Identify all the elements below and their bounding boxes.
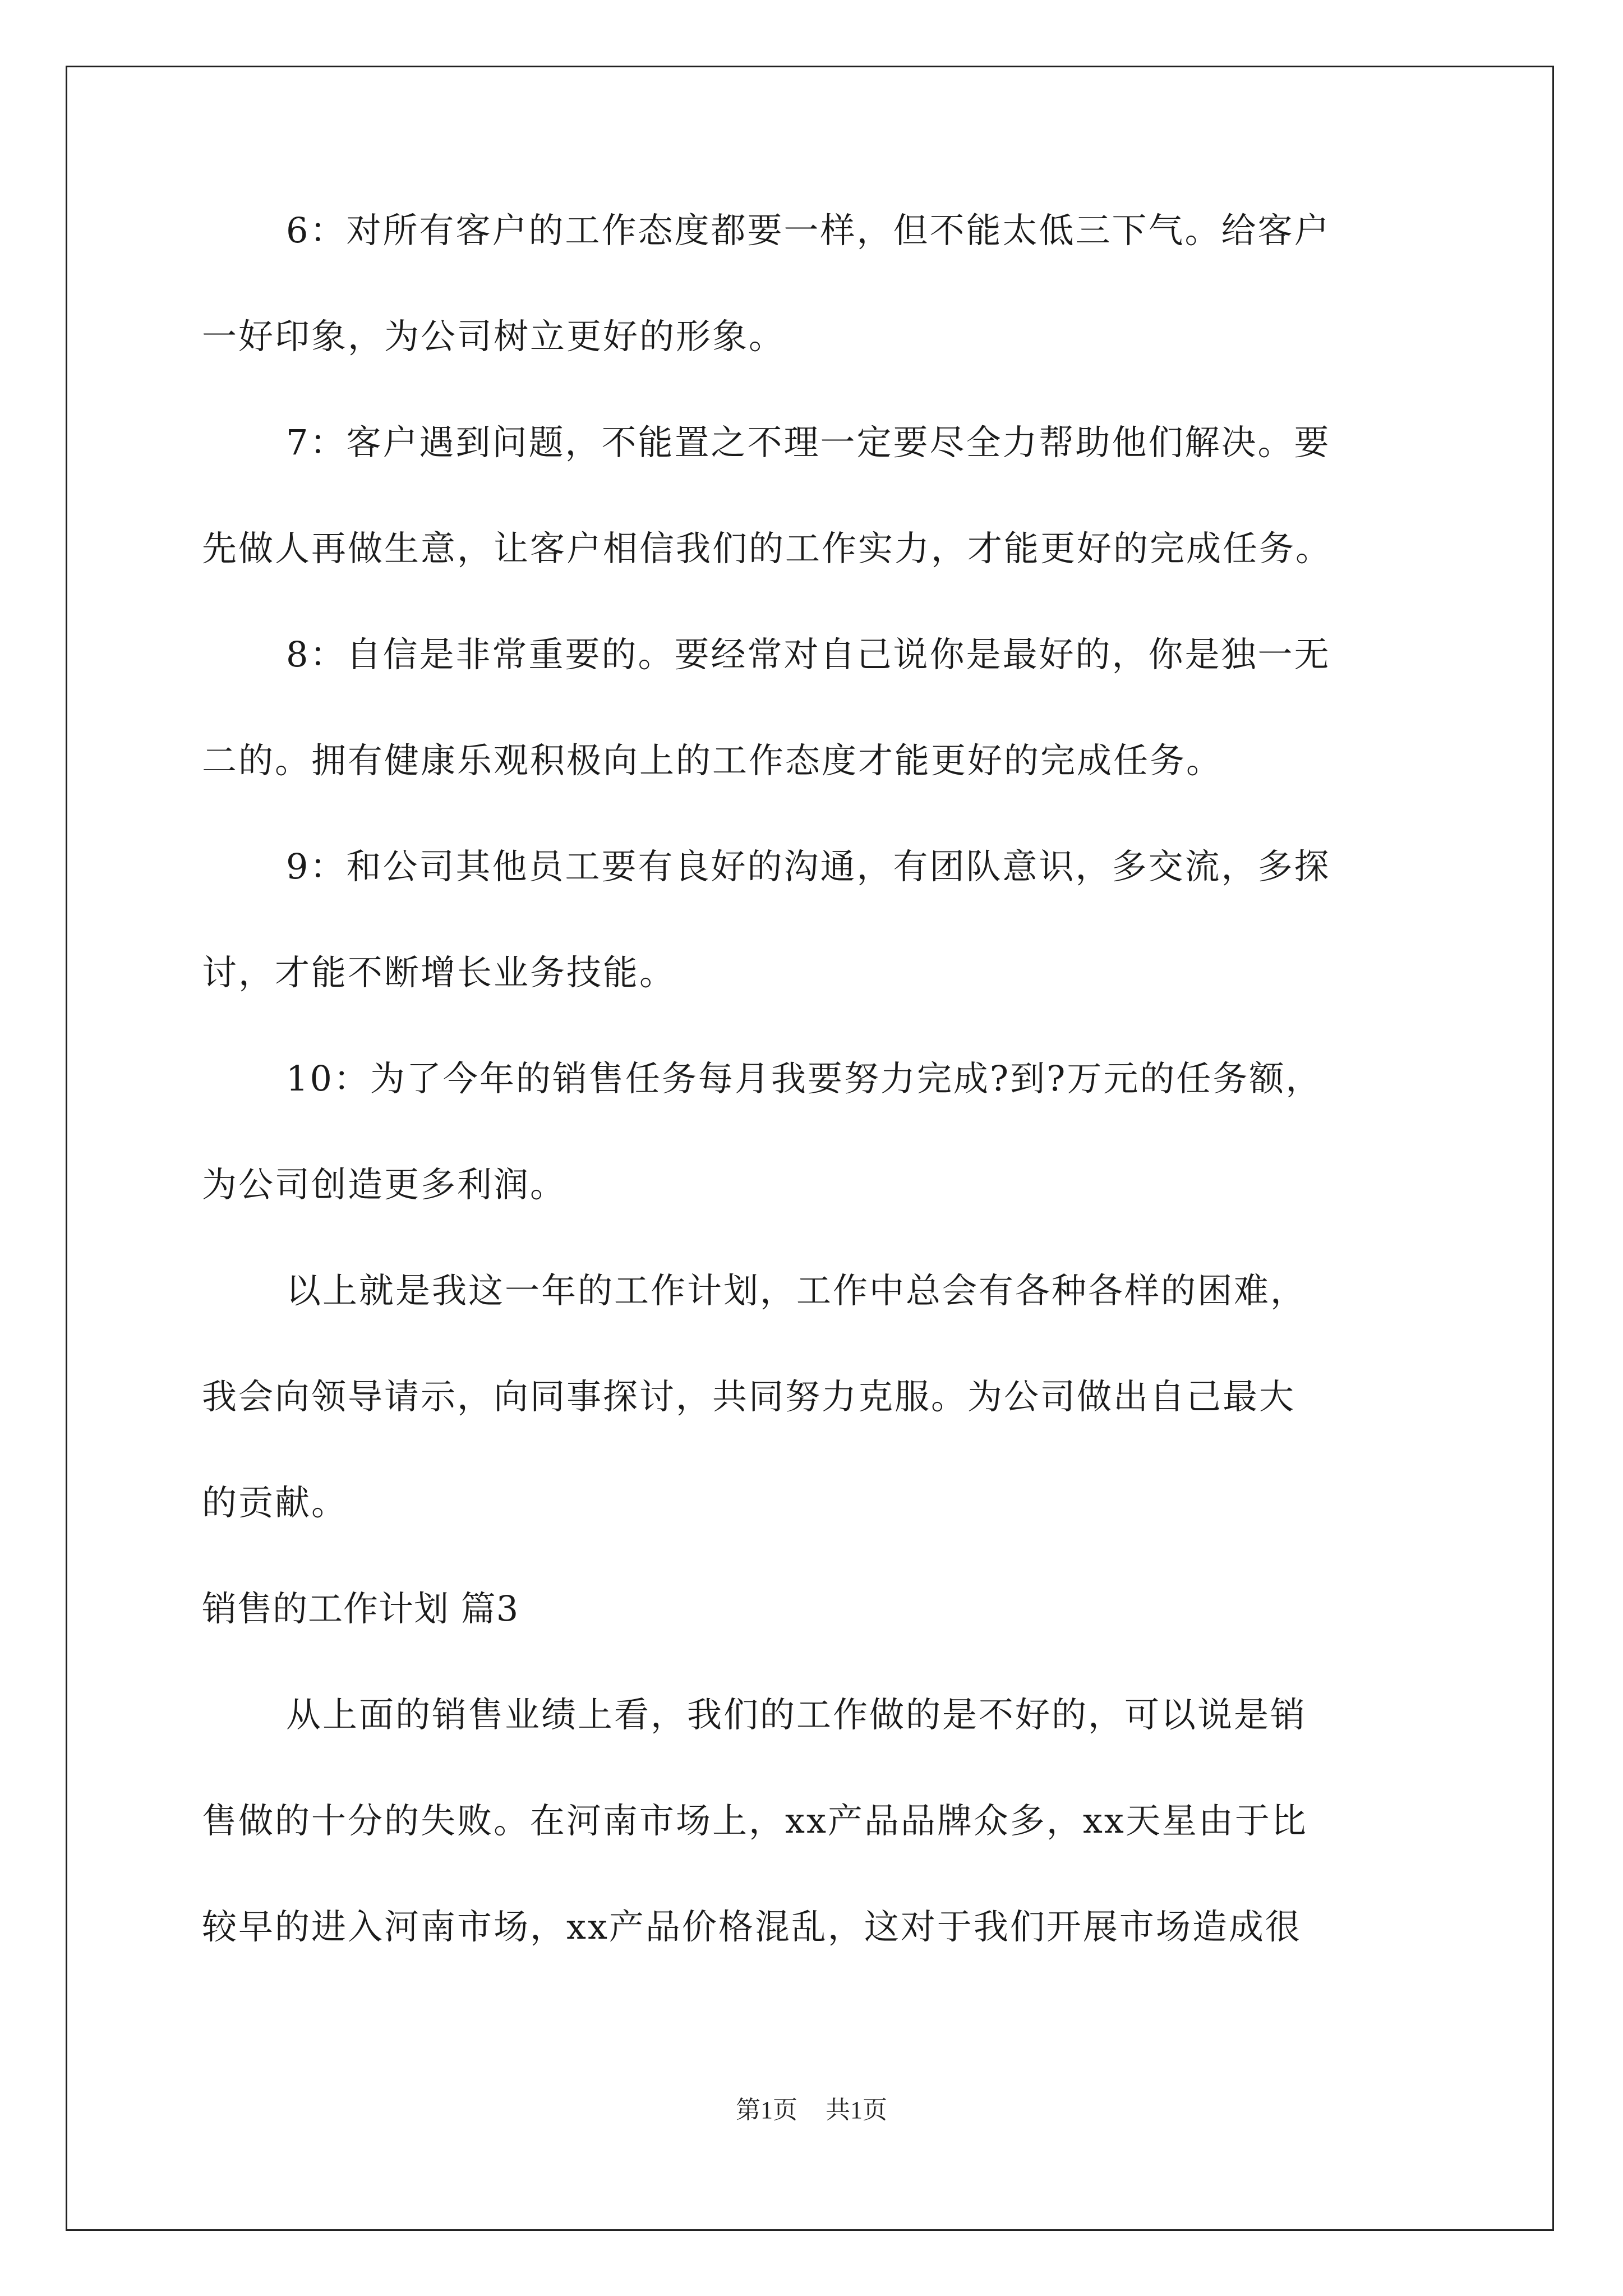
paragraph-line: 一好印象，为公司树立更好的形象。	[202, 316, 786, 357]
section-heading: 销售的工作计划 篇3	[202, 1588, 519, 1629]
paragraph-line: 6：对所有客户的工作态度都要一样，但不能太低三下气。给客户	[286, 210, 1331, 251]
paragraph-line: 8：自信是非常重要的。要经常对自己说你是最好的，你是独一无	[286, 634, 1331, 675]
paragraph-line: 二的。拥有健康乐观积极向上的工作态度才能更好的完成任务。	[202, 740, 1223, 781]
page-number: 第1页	[736, 2096, 797, 2124]
paragraph-line: 从上面的销售业绩上看，我们的工作做的是不好的，可以说是销	[286, 1694, 1307, 1735]
page-footer	[0, 2098, 1623, 2123]
paragraph-line: 10：为了今年的销售任务每月我要努力完成?到?万元的任务额，	[286, 1058, 1322, 1099]
paragraph-line: 较早的进入河南市场，xx产品价格混乱，这对于我们开展市场造成很	[202, 1906, 1302, 1947]
paragraph-line: 的贡献。	[202, 1482, 348, 1523]
paragraph-line: 先做人再做生意，让客户相信我们的工作实力，才能更好的完成任务。	[202, 528, 1332, 569]
paragraph-line: 讨，才能不断增长业务技能。	[202, 952, 676, 993]
document-body	[202, 210, 1436, 2016]
paragraph-line: 以上就是我这一年的工作计划，工作中总会有各种各样的困难，	[286, 1270, 1307, 1311]
page-total: 共1页	[826, 2096, 887, 2124]
paragraph-line: 我会向领导请示，向同事探讨，共同努力克服。为公司做出自己最大	[202, 1376, 1296, 1417]
paragraph-line: 售做的十分的失败。在河南市场上，xx产品品牌众多，xx天星由于比	[202, 1800, 1308, 1841]
paragraph-line: 9：和公司其他员工要有良好的沟通，有团队意识，多交流，多探	[286, 846, 1331, 887]
paragraph-line: 为公司创造更多利润。	[202, 1164, 567, 1205]
paragraph-line: 7：客户遇到问题，不能置之不理一定要尽全力帮助他们解决。要	[286, 422, 1331, 463]
